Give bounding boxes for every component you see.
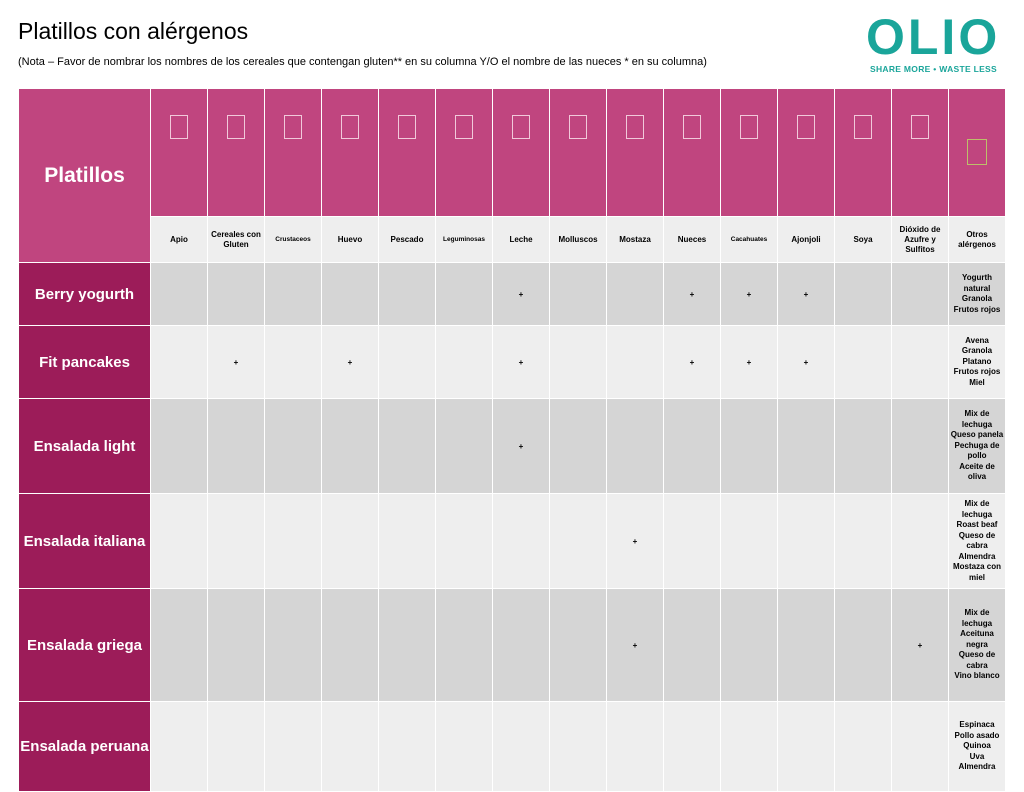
allergen-mark-cell: + (778, 263, 835, 326)
allergen-icon (569, 115, 587, 139)
allergen-mark-cell: + (778, 326, 835, 399)
allergen-mark-cell (835, 263, 892, 326)
other-allergens-cell: Espinaca Pollo asado Quinoa Uva Almendra (949, 702, 1006, 792)
allergen-mark-cell (664, 702, 721, 792)
allergen-mark-cell (550, 263, 607, 326)
allergen-mark-cell (151, 326, 208, 399)
allergen-mark-cell (892, 494, 949, 589)
allergen-mark-cell (265, 263, 322, 326)
dish-name: Ensalada italiana (19, 494, 151, 589)
logo-tagline: SHARE MORE • WASTE LESS (870, 64, 997, 74)
allergen-mark-cell (436, 494, 493, 589)
allergen-mark-cell (208, 263, 265, 326)
allergen-mark-cell (607, 399, 664, 494)
allergen-mark-cell (322, 589, 379, 702)
allergen-icon (967, 139, 987, 165)
allergen-mark-cell (892, 702, 949, 792)
allergen-mark-cell (265, 326, 322, 399)
allergen-mark-cell (436, 326, 493, 399)
allergen-icon-cell (436, 89, 493, 217)
allergen-mark-cell (778, 399, 835, 494)
other-allergens-cell: Yogurth natural Granola Frutos rojos (949, 263, 1006, 326)
allergen-mark-cell (322, 263, 379, 326)
allergen-table (18, 88, 1006, 792)
allergen-icon-cell (265, 89, 322, 217)
allergen-icon (512, 115, 530, 139)
header-row (19, 89, 1006, 217)
allergen-icon (398, 115, 416, 139)
dish-name: Fit pancakes (19, 326, 151, 399)
dish-name: Ensalada light (19, 399, 151, 494)
allergen-icon (341, 115, 359, 139)
olio-logo (866, 9, 1006, 80)
allergen-mark-cell (151, 263, 208, 326)
allergen-mark-cell (835, 589, 892, 702)
allergen-mark-cell (208, 399, 265, 494)
allergen-mark-cell (265, 494, 322, 589)
allergen-label: Leguminosas (436, 217, 493, 263)
allergen-icon-cell (778, 89, 835, 217)
allergen-mark-cell (721, 589, 778, 702)
allergen-label: Leche (493, 217, 550, 263)
allergen-label: Otros alérgenos (949, 217, 1006, 263)
allergen-mark-cell (322, 494, 379, 589)
allergen-mark-cell (778, 589, 835, 702)
logo-wordmark: OLIO (866, 9, 1001, 65)
allergen-icon (911, 115, 929, 139)
allergen-mark-cell (550, 702, 607, 792)
allergen-label: Pescado (379, 217, 436, 263)
allergen-icon (227, 115, 245, 139)
allergen-mark-cell (436, 263, 493, 326)
allergen-mark-cell (322, 399, 379, 494)
allergen-mark-cell (436, 702, 493, 792)
allergen-icon-cell (493, 89, 550, 217)
allergen-mark-cell (550, 399, 607, 494)
other-allergens-cell: Mix de lechuga Queso panela Pechuga de pollo Aceite de oliva (949, 399, 1006, 494)
allergen-mark-cell (379, 326, 436, 399)
allergen-icon (854, 115, 872, 139)
allergen-icon-cell (949, 89, 1006, 217)
allergen-name-row (19, 217, 1006, 263)
allergen-icon (683, 115, 701, 139)
dish-header: Platillos (19, 89, 151, 263)
allergen-icon (170, 115, 188, 139)
allergen-mark-cell: + (493, 399, 550, 494)
allergen-mark-cell (835, 702, 892, 792)
page-title: Platillos con alérgenos (18, 18, 249, 44)
allergen-mark-cell (664, 494, 721, 589)
page-note: (Nota – Favor de nombrar los nombres de los cereales que contengan gluten** en su columna Y/O el nombre de las nueces * en su columna) (18, 56, 707, 68)
allergen-label: Crustaceos (265, 217, 322, 263)
allergen-mark-cell: + (493, 263, 550, 326)
allergen-mark-cell (379, 263, 436, 326)
allergen-mark-cell: + (721, 326, 778, 399)
dish-row (19, 494, 1006, 589)
dish-row (19, 399, 1006, 494)
dish-row (19, 263, 1006, 326)
allergen-mark-cell: + (607, 494, 664, 589)
allergen-icon-cell (664, 89, 721, 217)
allergen-mark-cell (664, 399, 721, 494)
allergen-mark-cell (721, 702, 778, 792)
allergen-mark-cell (151, 494, 208, 589)
allergen-mark-cell (151, 589, 208, 702)
allergen-mark-cell: + (607, 589, 664, 702)
allergen-label: Ajonjoli (778, 217, 835, 263)
allergen-label: Nueces (664, 217, 721, 263)
allergen-mark-cell (664, 589, 721, 702)
allergen-mark-cell (550, 494, 607, 589)
allergen-icon (284, 115, 302, 139)
dish-name: Ensalada griega (19, 589, 151, 702)
allergen-mark-cell (835, 399, 892, 494)
allergen-mark-cell: + (664, 326, 721, 399)
allergen-mark-cell (721, 494, 778, 589)
allergen-icon-cell (892, 89, 949, 217)
dish-row (19, 326, 1006, 399)
allergen-mark-cell (493, 702, 550, 792)
allergen-mark-cell (493, 494, 550, 589)
allergen-mark-cell (892, 326, 949, 399)
allergen-mark-cell (265, 589, 322, 702)
allergen-mark-cell (208, 494, 265, 589)
allergen-mark-cell (265, 702, 322, 792)
dish-name: Berry yogurth (19, 263, 151, 326)
allergen-mark-cell (835, 326, 892, 399)
allergen-mark-cell (550, 326, 607, 399)
allergen-label: Dióxido de Azufre y Sulfitos (892, 217, 949, 263)
allergen-icon-cell (721, 89, 778, 217)
allergen-label: Apio (151, 217, 208, 263)
allergen-icon-cell (835, 89, 892, 217)
allergen-icon (626, 115, 644, 139)
allergen-mark-cell (778, 494, 835, 589)
allergen-mark-cell (607, 702, 664, 792)
allergen-icon-cell (208, 89, 265, 217)
allergen-mark-cell: + (493, 326, 550, 399)
allergen-label: Cereales con Gluten (208, 217, 265, 263)
allergen-mark-cell (208, 702, 265, 792)
allergen-mark-cell (607, 263, 664, 326)
allergen-label: Soya (835, 217, 892, 263)
allergen-mark-cell (493, 589, 550, 702)
allergen-mark-cell (151, 702, 208, 792)
allergen-mark-cell: + (322, 326, 379, 399)
allergen-mark-cell (379, 494, 436, 589)
allergen-mark-cell (379, 589, 436, 702)
allergen-label: Mostaza (607, 217, 664, 263)
allergen-mark-cell (778, 702, 835, 792)
allergen-mark-cell (151, 399, 208, 494)
allergen-mark-cell: + (892, 589, 949, 702)
allergen-icon (455, 115, 473, 139)
allergen-icon (740, 115, 758, 139)
allergen-mark-cell (436, 399, 493, 494)
allergen-mark-cell (208, 589, 265, 702)
allergen-mark-cell: + (721, 263, 778, 326)
allergen-icon-cell (322, 89, 379, 217)
allergen-mark-cell (892, 263, 949, 326)
allergen-mark-cell: + (208, 326, 265, 399)
dish-row (19, 702, 1006, 792)
allergen-mark-cell (550, 589, 607, 702)
allergen-icon (797, 115, 815, 139)
allergen-mark-cell (892, 399, 949, 494)
allergen-mark-cell (721, 399, 778, 494)
allergen-mark-cell: + (664, 263, 721, 326)
allergen-mark-cell (379, 702, 436, 792)
dish-row (19, 589, 1006, 702)
allergen-label: Molluscos (550, 217, 607, 263)
allergen-icon-cell (550, 89, 607, 217)
other-allergens-cell: Mix de lechuga Aceituna negra Queso de cabra Vino blanco (949, 589, 1006, 702)
allergen-icon-cell (379, 89, 436, 217)
allergen-label: Cacahuates (721, 217, 778, 263)
other-allergens-cell: Avena Granola Platano Frutos rojos Miel (949, 326, 1006, 399)
other-allergens-cell: Mix de lechuga Roast beaf Queso de cabra Almendra Mostaza con miel (949, 494, 1006, 589)
allergen-icon-cell (151, 89, 208, 217)
dish-name: Ensalada peruana (19, 702, 151, 792)
allergen-mark-cell (835, 494, 892, 589)
allergen-icon-cell (607, 89, 664, 217)
allergen-mark-cell (379, 399, 436, 494)
allergen-mark-cell (436, 589, 493, 702)
allergen-mark-cell (607, 326, 664, 399)
allergen-label: Huevo (322, 217, 379, 263)
allergen-mark-cell (322, 702, 379, 792)
allergen-mark-cell (265, 399, 322, 494)
